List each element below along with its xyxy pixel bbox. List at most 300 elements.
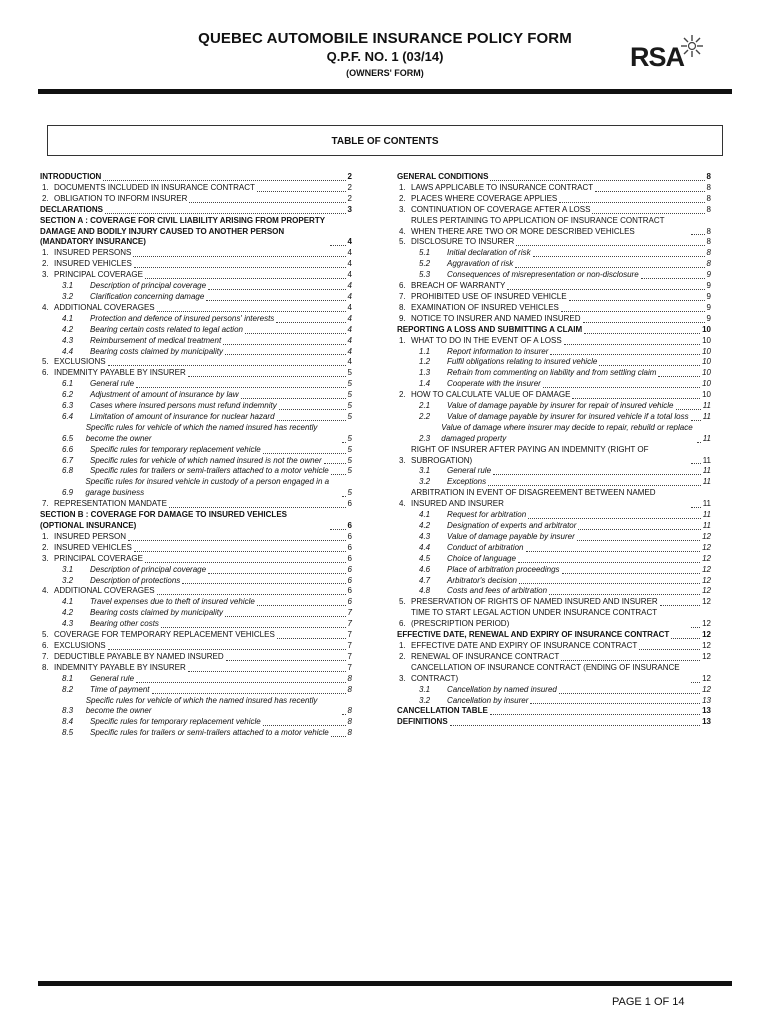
toc-entry[interactable] [40,423,352,445]
toc-entry-number: 1.1 [419,346,431,356]
toc-entry-page: 8 [706,259,711,269]
logo-text: RSA [630,42,685,72]
toc-entry[interactable] [40,543,352,554]
dot-leader [277,419,346,421]
dot-leader [136,386,346,388]
toc-entry[interactable] [40,685,352,696]
toc-entry[interactable] [397,303,711,314]
dot-leader [584,332,700,334]
dot-leader [331,473,346,475]
toc-entry[interactable] [40,608,352,619]
toc-entry-number: 4.2 [62,324,74,334]
toc-entry[interactable] [40,674,352,685]
toc-entry-title: General rule [90,673,135,683]
toc-entry-title: PRINCIPAL COVERAGE [54,270,143,280]
toc-entry-title: LAWS APPLICABLE TO INSURANCE CONTRACT [411,182,594,192]
toc-entry[interactable] [397,641,711,652]
toc-entry[interactable] [397,205,711,216]
dot-leader [549,593,700,595]
toc-entry-number: 3. [42,553,49,563]
dot-leader [595,190,704,192]
dot-leader [208,572,345,574]
toc-entry[interactable] [397,379,711,390]
toc-entry-number: 3.2 [419,477,431,487]
toc-entry-number: 3.1 [62,564,74,574]
toc-entry-page: 10 [702,324,711,334]
toc-entry[interactable] [397,696,711,707]
toc-entry[interactable] [397,368,711,379]
toc-entry-number: 5. [42,630,49,640]
toc-entry[interactable] [40,477,352,499]
toc-entry-page: 8 [706,226,711,236]
toc-entry-page: 9 [706,291,711,301]
toc-entry[interactable] [397,717,711,728]
toc-entry-page: 10 [702,390,711,400]
toc-entry[interactable] [40,499,352,510]
toc-entry-number: 1. [399,182,406,192]
toc-entry-page: 11 [702,477,711,487]
toc-entry-page: 11 [702,433,711,443]
toc-entry-number: 3.2 [62,291,74,301]
toc-entry[interactable] [40,456,352,467]
toc-entry[interactable] [397,270,711,281]
dot-leader [342,495,346,497]
dot-leader [145,277,346,279]
toc-entry-title: Report information to insurer [447,346,549,356]
dot-leader [330,528,346,530]
toc-entry-page: 8 [706,248,711,258]
toc-entry-title: PLACES WHERE COVERAGE APPLIES [411,193,558,203]
toc-entry[interactable] [397,554,711,565]
toc-entry[interactable] [40,357,352,368]
toc-entry[interactable] [40,619,352,630]
toc-entry-page: 11 [702,499,711,509]
dot-leader [533,255,705,257]
toc-entry-page: 12 [702,564,711,574]
toc-entry[interactable] [397,325,711,336]
toc-entry[interactable] [397,281,711,292]
toc-entry-number: 4.4 [419,542,431,552]
toc-entry-title: Arbitrator's decision [447,575,517,585]
toc-entry-number: 6. [399,619,406,629]
dot-leader [263,452,346,454]
dot-leader [528,517,701,519]
toc-entry-page: 4 [347,302,352,312]
toc-entry[interactable] [397,565,711,576]
dot-leader [564,343,700,345]
toc-entry-page: 8 [706,182,711,192]
toc-entry-page: 4 [347,281,352,291]
toc-entry-page: 9 [706,313,711,323]
toc-entry-page: 12 [702,553,711,563]
toc-entry-page: 7 [347,608,352,618]
toc-entry-page: 11 [702,455,711,465]
toc-entry-page: 8 [706,204,711,214]
dot-leader [134,266,346,268]
toc-entry[interactable] [397,663,711,685]
toc-entry-title: EXCLUSIONS [54,640,106,650]
toc-entry-number: 4.4 [62,346,74,356]
toc-entry-page: 9 [706,302,711,312]
toc-entry-number: 3.1 [419,466,431,476]
toc-entry-number: 3. [399,204,406,214]
toc-entry[interactable] [40,259,352,270]
toc-entry[interactable] [397,488,711,510]
toc-entry-page: 4 [347,335,352,345]
toc-entry-number: 8.2 [62,684,74,694]
toc-entry-page: 5 [347,390,352,400]
toc-entry[interactable] [40,663,352,674]
toc-entry-page: 6 [347,499,352,509]
toc-entry-number: 6.4 [62,411,74,421]
dot-leader [559,201,704,203]
dot-leader [108,364,346,366]
toc-entry-number: 4. [42,302,49,312]
toc-entry-page: 6 [347,531,352,541]
toc-entry[interactable] [40,303,352,314]
toc-entry-page: 4 [347,270,352,280]
toc-entry-title: Cancellation by insurer [447,695,529,705]
toc-entry-number: 7. [42,651,49,661]
toc-entry-title: Fulfil obligations relating to insured vehicle [447,357,598,367]
toc-entry-number: 1. [399,335,406,345]
toc-entry-title: Value of damage where insurer may decide to repair, rebuild or replace damaged property [441,422,693,443]
toc-entry[interactable] [397,314,711,325]
toc-entry[interactable] [40,216,352,249]
toc-entry-page: 7 [347,662,352,672]
toc-entry[interactable] [397,685,711,696]
toc-entry-number: 2. [42,259,49,269]
toc-entry[interactable] [40,194,352,205]
dot-leader [516,244,704,246]
toc-entry[interactable] [40,270,352,281]
dot-leader [559,692,700,694]
toc-entry-page: 6 [347,542,352,552]
toc-entry[interactable] [397,357,711,368]
toc-entry-title: Protection and defence of insured persons' interests [90,313,275,323]
toc-entry-page: 2 [347,193,352,203]
toc-entry[interactable] [40,696,352,718]
toc-entry[interactable] [40,347,352,358]
toc-entry-number: 6. [42,640,49,650]
toc-entry-number: 7. [399,291,406,301]
toc-entry[interactable] [397,216,711,238]
toc-entry-page: 6 [347,521,352,530]
toc-entry-number: 8.4 [62,717,74,727]
toc-entry[interactable] [397,292,711,303]
dot-leader [161,626,346,628]
toc-entry-page: 4 [347,291,352,301]
dot-leader [133,255,345,257]
toc-entry-number: 9. [399,313,406,323]
toc-entry[interactable] [397,543,711,554]
toc-entry-title: OBLIGATION TO INFORM INSURER [54,193,188,203]
dot-leader [157,593,346,595]
toc-entry-number: 1. [399,640,406,650]
toc-entry-page: 4 [347,324,352,334]
toc-entry[interactable] [397,532,711,543]
toc-entry[interactable] [397,445,711,467]
toc-entry-number: 4.2 [62,608,74,618]
toc-entry[interactable] [397,390,711,401]
dot-leader [691,233,705,235]
toc-entry-page: 7 [347,619,352,629]
dot-leader [641,277,705,279]
dot-leader [136,681,346,683]
toc-entry[interactable] [40,401,352,412]
toc-entry[interactable] [397,652,711,663]
toc-entry-title: Conduct of arbitration [447,542,524,552]
toc-entry-number: 5.2 [419,259,431,269]
toc-entry-title: ADDITIONAL COVERAGES [54,302,155,312]
toc-entry[interactable] [397,630,711,641]
toc-entry-page: 10 [702,346,711,356]
toc-entry[interactable] [40,281,352,292]
toc-entry[interactable] [40,510,352,532]
toc-entry[interactable] [40,652,352,663]
toc-entry-title: BREACH OF WARRANTY [411,281,506,291]
toc-entry-page: 5 [347,466,352,476]
toc-entry-number: 1. [42,248,49,258]
toc-entry[interactable] [40,445,352,456]
toc-entry-page: 11 [702,466,711,476]
toc-entry-page: 2 [347,172,352,181]
toc-entry-number: 6.7 [62,455,74,465]
toc-entry[interactable] [40,554,352,565]
dot-leader [324,462,346,464]
toc-entry-number: 4.3 [62,619,74,629]
toc-entry-page: 5 [347,455,352,465]
toc-entry-title: ARBITRATION IN EVENT OF DISAGREEMENT BETWEEN NAMED INSURED AND INSURER [411,488,656,509]
toc-entry-title: Request for arbitration [447,510,527,520]
toc-entry-page: 12 [702,651,711,661]
toc-entry[interactable] [397,423,711,445]
toc-entry-page: 12 [702,531,711,541]
toc-entry-number: 4.6 [419,564,431,574]
toc-entry-page: 13 [702,717,711,727]
dot-leader [225,353,346,355]
toc-entry-number: 3. [399,673,406,683]
toc-entry-page: 4 [347,237,352,247]
toc-entry-page: 4 [347,259,352,269]
toc-entry[interactable] [397,706,711,717]
dot-leader [583,321,705,323]
toc-entry-number: 4.3 [419,531,431,541]
dot-leader [592,212,704,214]
toc-entry-number: 6.9 [62,488,74,498]
toc-title-box [47,125,723,156]
toc-entry-page: 4 [347,357,352,367]
toc-entry-number: 2. [42,542,49,552]
toc-entry[interactable] [397,194,711,205]
toc-entry[interactable] [40,641,352,652]
toc-entry-title: Description of principal coverage [90,564,207,574]
dot-leader [639,648,700,650]
toc-entry-title: Specific rules for trailers or semi-trailers attached to a motor vehicle [90,466,329,476]
toc-entry-title: Refrain from commenting on liability and from settling claim [447,368,657,378]
toc-entry-title: Limitation of amount of insurance for nuclear hazard [90,411,275,421]
toc-entry[interactable] [40,205,352,216]
toc-entry[interactable] [397,576,711,587]
toc-entry-title: Specific rules for temporary replacement vehicle [90,717,261,727]
toc-entry[interactable] [40,412,352,423]
dot-leader [108,648,346,650]
dot-leader [257,190,346,192]
toc-entry-title: TIME TO START LEGAL ACTION UNDER INSURANCE CONTRACT (PRESCRIPTION PERIOD) [411,608,657,629]
toc-entry-title: REPRESENTATION MANDATE [54,499,167,509]
toc-entry-page: 10 [702,368,711,378]
toc-entry[interactable] [397,477,711,488]
toc-entry-title: RENEWAL OF INSURANCE CONTRACT [411,651,560,661]
toc-entry-page: 8 [706,237,711,247]
toc-entry[interactable] [40,717,352,728]
toc-entry-title: DECLARATIONS [40,204,103,214]
toc-entry-number: 8. [399,302,406,312]
toc-entry-title: Specific rules for insured vehicle in custody of a person engaged in a garage business [85,477,330,498]
toc-entry-title: PRESERVATION OF RIGHTS OF NAMED INSURED AND INSURER [411,597,658,607]
toc-entry-number: 5. [42,357,49,367]
toc-entry-page: 8 [706,172,711,181]
toc-entry[interactable] [40,314,352,325]
toc-entry[interactable] [397,597,711,608]
toc-entry-title: INTRODUCTION [40,172,102,181]
toc-entry-title: WHAT TO DO IN THE EVENT OF A LOSS [411,335,562,345]
toc-entry-page: 2 [347,182,352,192]
toc-entry-title: Bearing certain costs related to legal action [90,324,243,334]
toc-entry[interactable] [40,172,352,183]
toc-entry-number: 2. [42,193,49,203]
toc-entry-title: Aggravation of risk [447,259,514,269]
dot-leader [145,561,346,563]
toc-entry-page: 12 [702,542,711,552]
toc-entry-title: Description of protections [90,575,181,585]
dot-leader [519,582,700,584]
toc-entry-number: 6. [42,368,49,378]
toc-entry-page: 12 [702,619,711,629]
dot-leader [206,299,345,301]
toc-entry-title: INSURED VEHICLES [54,259,132,269]
dot-leader [241,397,346,399]
toc-entry[interactable] [397,237,711,248]
dot-leader [507,288,704,290]
toc-entry[interactable] [397,248,711,259]
toc-entry[interactable] [40,597,352,608]
dot-leader [561,659,700,661]
toc-entry[interactable] [40,630,352,641]
dot-leader [225,615,346,617]
dot-leader [578,528,700,530]
toc-entry-page: 5 [347,488,352,498]
dot-leader [658,375,700,377]
toc-entry-page: 11 [702,411,711,421]
dot-leader [342,441,346,443]
toc-entry-page: 6 [347,575,352,585]
toc-entry-number: 4.3 [62,335,74,345]
toc-entry[interactable] [40,728,352,739]
dot-leader [257,604,346,606]
toc-entry-title: Place of arbitration proceedings [447,564,560,574]
dot-leader [572,397,700,399]
dot-leader [103,179,345,181]
toc-entry-title: Cancellation by named insured [447,684,557,694]
dot-leader [518,561,700,563]
toc-entry[interactable] [397,521,711,532]
toc-entry[interactable] [40,466,352,477]
toc-entry-number: 3. [42,270,49,280]
toc-entry[interactable] [40,379,352,390]
toc-entry[interactable] [397,172,711,183]
toc-entry-page: 11 [702,521,711,530]
toc-entry[interactable] [397,183,711,194]
dot-leader [263,724,346,726]
toc-entry[interactable] [40,183,352,194]
toc-entry-title: INDEMNITY PAYABLE BY INSURER [54,662,186,672]
toc-entry[interactable] [397,586,711,597]
toc-entry-page: 4 [347,248,352,258]
toc-entry[interactable] [397,510,711,521]
toc-entry-page: 13 [702,706,711,716]
toc-entry[interactable] [397,347,711,358]
toc-entry[interactable] [40,368,352,379]
toc-entry-title: Specific rules for vehicle of which the named insured has recently become the owner [85,695,318,716]
toc-entry[interactable] [40,565,352,576]
toc-entry-title: Specific rules for vehicle of which named insured is not the owner [90,455,322,465]
dot-leader [277,637,346,639]
toc-entry-title: PROHIBITED USE OF INSURED VEHICLE [411,291,567,301]
dot-leader [152,692,346,694]
toc-entry-page: 12 [702,586,711,596]
toc-entry[interactable] [40,576,352,587]
toc-entry[interactable] [40,325,352,336]
toc-entry[interactable] [397,259,711,270]
toc-entry-page: 11 [702,401,711,411]
toc-entry[interactable] [40,248,352,259]
toc-entry[interactable] [397,412,711,423]
toc-entry-page: 5 [347,433,352,443]
toc-entry-number: 3.1 [62,281,74,291]
toc-entry-page: 8 [347,717,352,727]
toc-entry-title: Bearing other costs [90,619,159,629]
toc-entry-title: Description of principal coverage [90,281,207,291]
toc-entry[interactable] [40,390,352,401]
dot-leader [691,419,701,421]
toc-entry-title: INSURED PERSON [54,531,127,541]
dot-leader [226,659,346,661]
toc-entry-number: 6.2 [62,390,74,400]
toc-entry-title: NOTICE TO INSURER AND NAMED INSURED [411,313,581,323]
toc-entry-title: RULES PERTAINING TO APPLICATION OF INSURANCE CONTRACT WHEN THERE ARE TWO OR MORE DESCRIBED VEHICLES [411,215,665,236]
toc-entry-page: 5 [347,368,352,378]
toc-entry-title: Adjustment of amount of insurance by law [90,390,239,400]
toc-entry-page: 10 [702,357,711,367]
toc-entry[interactable] [397,401,711,412]
toc-entry-title: DOCUMENTS INCLUDED IN INSURANCE CONTRACT [54,182,255,192]
toc-entry[interactable] [397,466,711,477]
toc-entry-page: 12 [702,597,711,607]
toc-entry-number: 6.5 [62,433,74,443]
toc-entry[interactable] [397,608,711,630]
toc-entry-number: 6.6 [62,444,74,454]
toc-entry[interactable] [40,532,352,543]
toc-entry[interactable] [40,292,352,303]
toc-entry-page: 6 [347,586,352,596]
toc-entry[interactable] [40,336,352,347]
toc-entry[interactable] [40,586,352,597]
toc-entry[interactable] [397,336,711,347]
toc-entry-number: 5. [399,237,406,247]
dot-leader [208,288,345,290]
toc-entry-title: INSURED VEHICLES [54,542,132,552]
